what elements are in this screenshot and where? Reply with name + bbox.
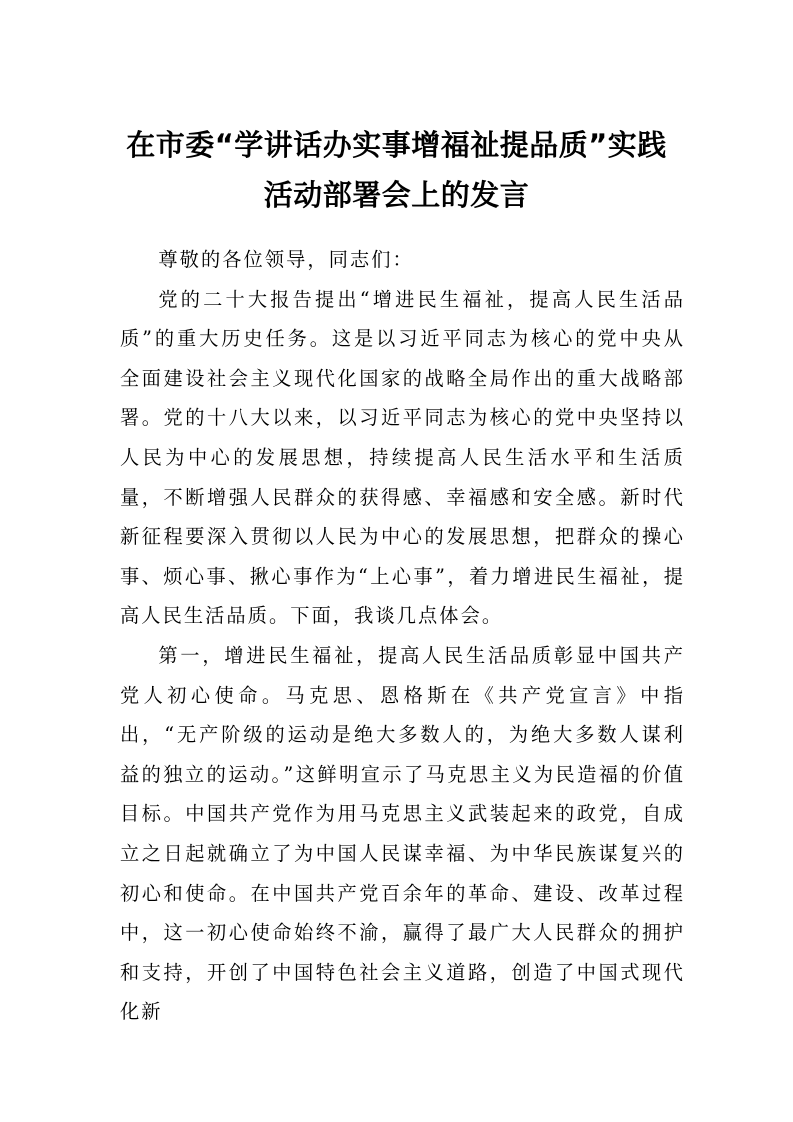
- document-body: [120, 240, 685, 1032]
- title-line-2: 活动部署会上的发言: [263, 178, 530, 212]
- document-title: [100, 120, 693, 220]
- salutation: 尊敬的各位领导，同志们：: [158, 248, 414, 271]
- title-line-1: 在市委“学讲话办实事增福祉提品质”实践: [126, 128, 667, 162]
- paragraph-point-one: 第一，增进民生福祉，提高人民生活品质彰显中国共产党人初心使命。马克思、恩格斯在《共产党宣言》中指出，“无产阶级的运动是绝大多数人的，为绝大多数人谋利益的独立的运动。”这鲜明宣示了马克思主义为民造福的价值目标。中国共产党作为用马克思主义武装起来的政党，自成立之日起就确立了为中国人民谋幸福、为中华民族谋复兴的初心和使命。在中国共产党百余年的革命、建设、改革过程中，这一初心使命始终不渝，赢得了最广大人民群众的拥护和支持，开创了中国特色社会主义道路，创造了中国式现代化新: [120, 643, 685, 1024]
- paragraph-intro: 党的二十大报告提出“增进民生福祉，提高人民生活品质”的重大历史任务。这是以习近平同志为核心的党中央从全面建设社会主义现代化国家的战略全局作出的重大战略部署。党的十八大以来，以习近平同志为核心的党中央坚持以人民为中心的发展思想，持续提高人民生活水平和生活质量，不断增强人民群众的获得感、幸福感和安全感。新时代新征程要深入贯彻以人民为中心的发展思想，把群众的操心事、烦心事、揪心事作为“上心事”，着力增进民生福祉，提高人民生活品质。下面，我谈几点体会。: [120, 287, 685, 628]
